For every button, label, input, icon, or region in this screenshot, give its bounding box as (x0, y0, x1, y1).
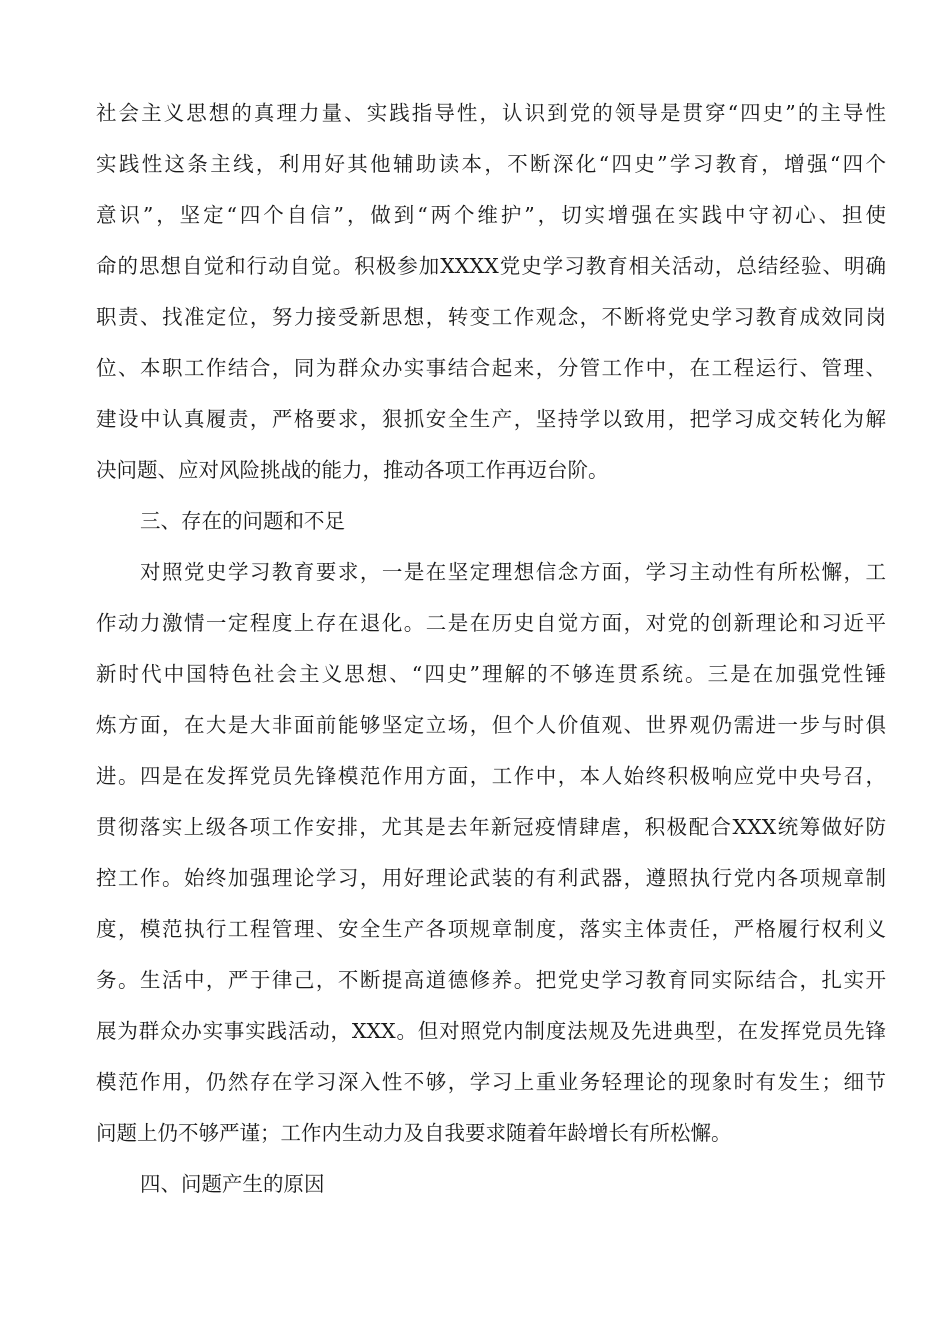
text-line: 展为群众办实事实践活动，XXX。但对照党内制度法规及先进典型，在发挥党员先锋 (96, 1019, 886, 1043)
text-line: 职责、找准定位，努力接受新思想，转变工作观念，不断将党史学习教育成效同岗 (96, 305, 886, 329)
text-line: 炼方面，在大是大非面前能够坚定立场，但个人价值观、世界观仍需进一步与时俱 (96, 713, 886, 737)
text-line: 作动力激情一定程度上存在退化。二是在历史自觉方面，对党的创新理论和习近平 (96, 611, 886, 635)
text-line: 新时代中国特色社会主义思想、“四史”理解的不够连贯系统。三是在加强党性锤 (96, 662, 886, 686)
text-line: 模范作用，仍然存在学习深入性不够，学习上重业务轻理论的现象时有发生；细节 (96, 1070, 886, 1094)
text-line: 位、本职工作结合，同为群众办实事结合起来，分管工作中，在工程运行、管理、 (96, 356, 886, 380)
text-line: 进。四是在发挥党员先锋模范作用方面，工作中，本人始终积极响应党中央号召， (96, 764, 886, 788)
text-line: 度，模范执行工程管理、安全生产各项规章制度，落实主体责任，严格履行权利义 (96, 917, 886, 941)
text-line: 控工作。始终加强理论学习，用好理论武装的有利武器，遵照执行党内各项规章制 (96, 866, 886, 890)
text-line: 问题上仍不够严谨；工作内生动力及自我要求随着年龄增长有所松懈。 (96, 1121, 732, 1145)
text-line: 贯彻落实上级各项工作安排，尤其是去年新冠疫情肆虐，积极配合XXX统筹做好防 (96, 815, 886, 839)
text-line: 命的思想自觉和行动自觉。积极参加XXXX党史学习教育相关活动，总结经验、明确 (96, 254, 886, 278)
text-line: 社会主义思想的真理力量、实践指导性，认识到党的领导是贯穿“四史”的主导性 (96, 101, 886, 125)
text-line: 务。生活中，严于律己，不断提高道德修养。把党史学习教育同实际结合，扎实开 (96, 968, 886, 992)
text-line: 建设中认真履责，严格要求，狠抓安全生产，坚持学以致用，把学习成交转化为解 (96, 407, 886, 431)
text-line: 决问题、应对风险挑战的能力，推动各项工作再迈台阶。 (96, 458, 609, 482)
text-line: 对照党史学习教育要求，一是在坚定理想信念方面，学习主动性有所松懈，工 (140, 560, 886, 584)
text-line: 实践性这条主线，利用好其他辅助读本，不断深化“四史”学习教育，增强“四个 (96, 152, 886, 176)
section-heading: 四、问题产生的原因 (140, 1172, 325, 1196)
text-line: 意识”，坚定“四个自信”，做到“两个维护”，切实增强在实践中守初心、担使 (96, 203, 886, 227)
section-heading: 三、存在的问题和不足 (140, 509, 345, 533)
